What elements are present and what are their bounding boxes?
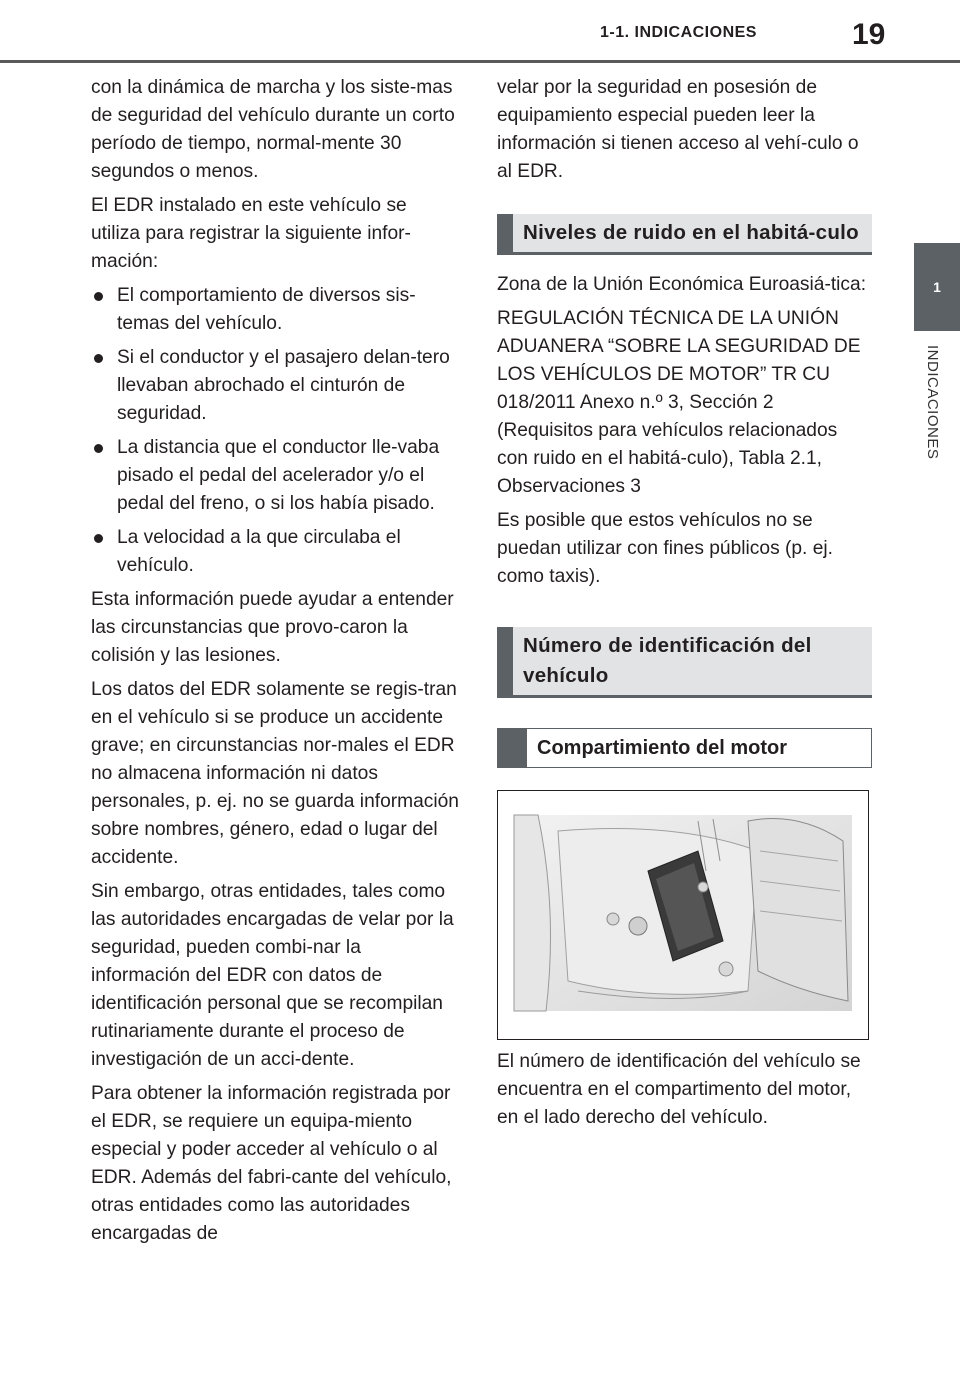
left-column [91, 74, 461, 1254]
bullet-item: Si el conductor y el pasajero delan-tero llevaban abrochado el cinturón de seguridad. [91, 344, 461, 428]
page-number: 19 [852, 18, 886, 51]
bullet-item: El comportamiento de diversos sis-temas del vehículo. [91, 282, 461, 338]
section-heading-noise: Niveles de ruido en el habitá-culo [497, 214, 872, 255]
paragraph: REGULACIÓN TÉCNICA DE LA UNIÓN ADUANERA “SOBRE LA SEGURIDAD DE LOS VEHÍCULOS DE MOTOR” TR CU 018/2011 Anexo n.º 3, Sección 2 (Requisitos para vehículos relacionados con ruido en el habitá-culo), Tabla 2.1, Observaciones 3 [497, 308, 861, 497]
bullet-list [91, 282, 461, 580]
header-rule [0, 60, 960, 63]
paragraph: Los datos del EDR solamente se regis-tran en el vehículo si se produce un accidente grave; en circunstancias nor-males el EDR no almacena información ni datos personales, p. ej. no se guarda información sobre nombres, género, edad o lugar del accidente. [91, 679, 459, 868]
bullet-item: La distancia que el conductor lle-vaba pisado el pedal del acelerador y/o el pedal del freno, o si los había pisado. [91, 434, 461, 518]
paragraph: Es posible que estos vehículos no se puedan utilizar con fines públicos (p. ej. como taxis). [497, 510, 833, 587]
subheading-engine-compartment: Compartimiento del motor [497, 728, 872, 768]
paragraph: Esta información puede ayudar a entender las circunstancias que provo-caron la colisión y las lesiones. [91, 589, 454, 666]
paragraph: Zona de la Unión Económica Euroasiá-tica: [497, 274, 867, 295]
side-tab-label: INDICACIONES [924, 345, 941, 460]
chapter-title: 1-1. INDICACIONES [600, 24, 757, 41]
paragraph: Sin embargo, otras entidades, tales como las autoridades encargadas de velar por la seguridad, pueden combi-nar la información del EDR con datos de identificación personal que se recompilan rutinariamente durante el proceso de investigación de un acci-dente. [91, 881, 454, 1070]
engine-compartment-drawing [498, 791, 868, 1039]
figure-caption: El número de identificación del vehículo se encuentra en el compartimento del motor, en el lado derecho del vehículo. [497, 1051, 861, 1128]
side-tab-number[interactable]: 1 [914, 243, 960, 331]
paragraph: Para obtener la información registrada por el EDR, se requiere un equipa-miento especial y poder acceder al vehículo o al EDR. Además del fabri-cante del vehículo, otras entidades como las autoridades encargadas de [91, 1083, 452, 1244]
paragraph: El EDR instalado en este vehículo se utiliza para registrar la siguiente infor-mación: [91, 195, 411, 272]
engine-compartment-illustration [497, 790, 869, 1040]
right-column [497, 74, 872, 1138]
section-heading-vin: Número de identificación del vehículo [497, 627, 872, 698]
bullet-item: La velocidad a la que circulaba el vehículo. [91, 524, 461, 580]
paragraph: con la dinámica de marcha y los siste-mas de seguridad del vehículo durante un corto período de tiempo, normal-mente 30 segundos o menos. [91, 77, 455, 182]
paragraph: velar por la seguridad en posesión de equipamiento especial pueden leer la información si tienen acceso al vehí-culo o al EDR. [497, 77, 859, 182]
